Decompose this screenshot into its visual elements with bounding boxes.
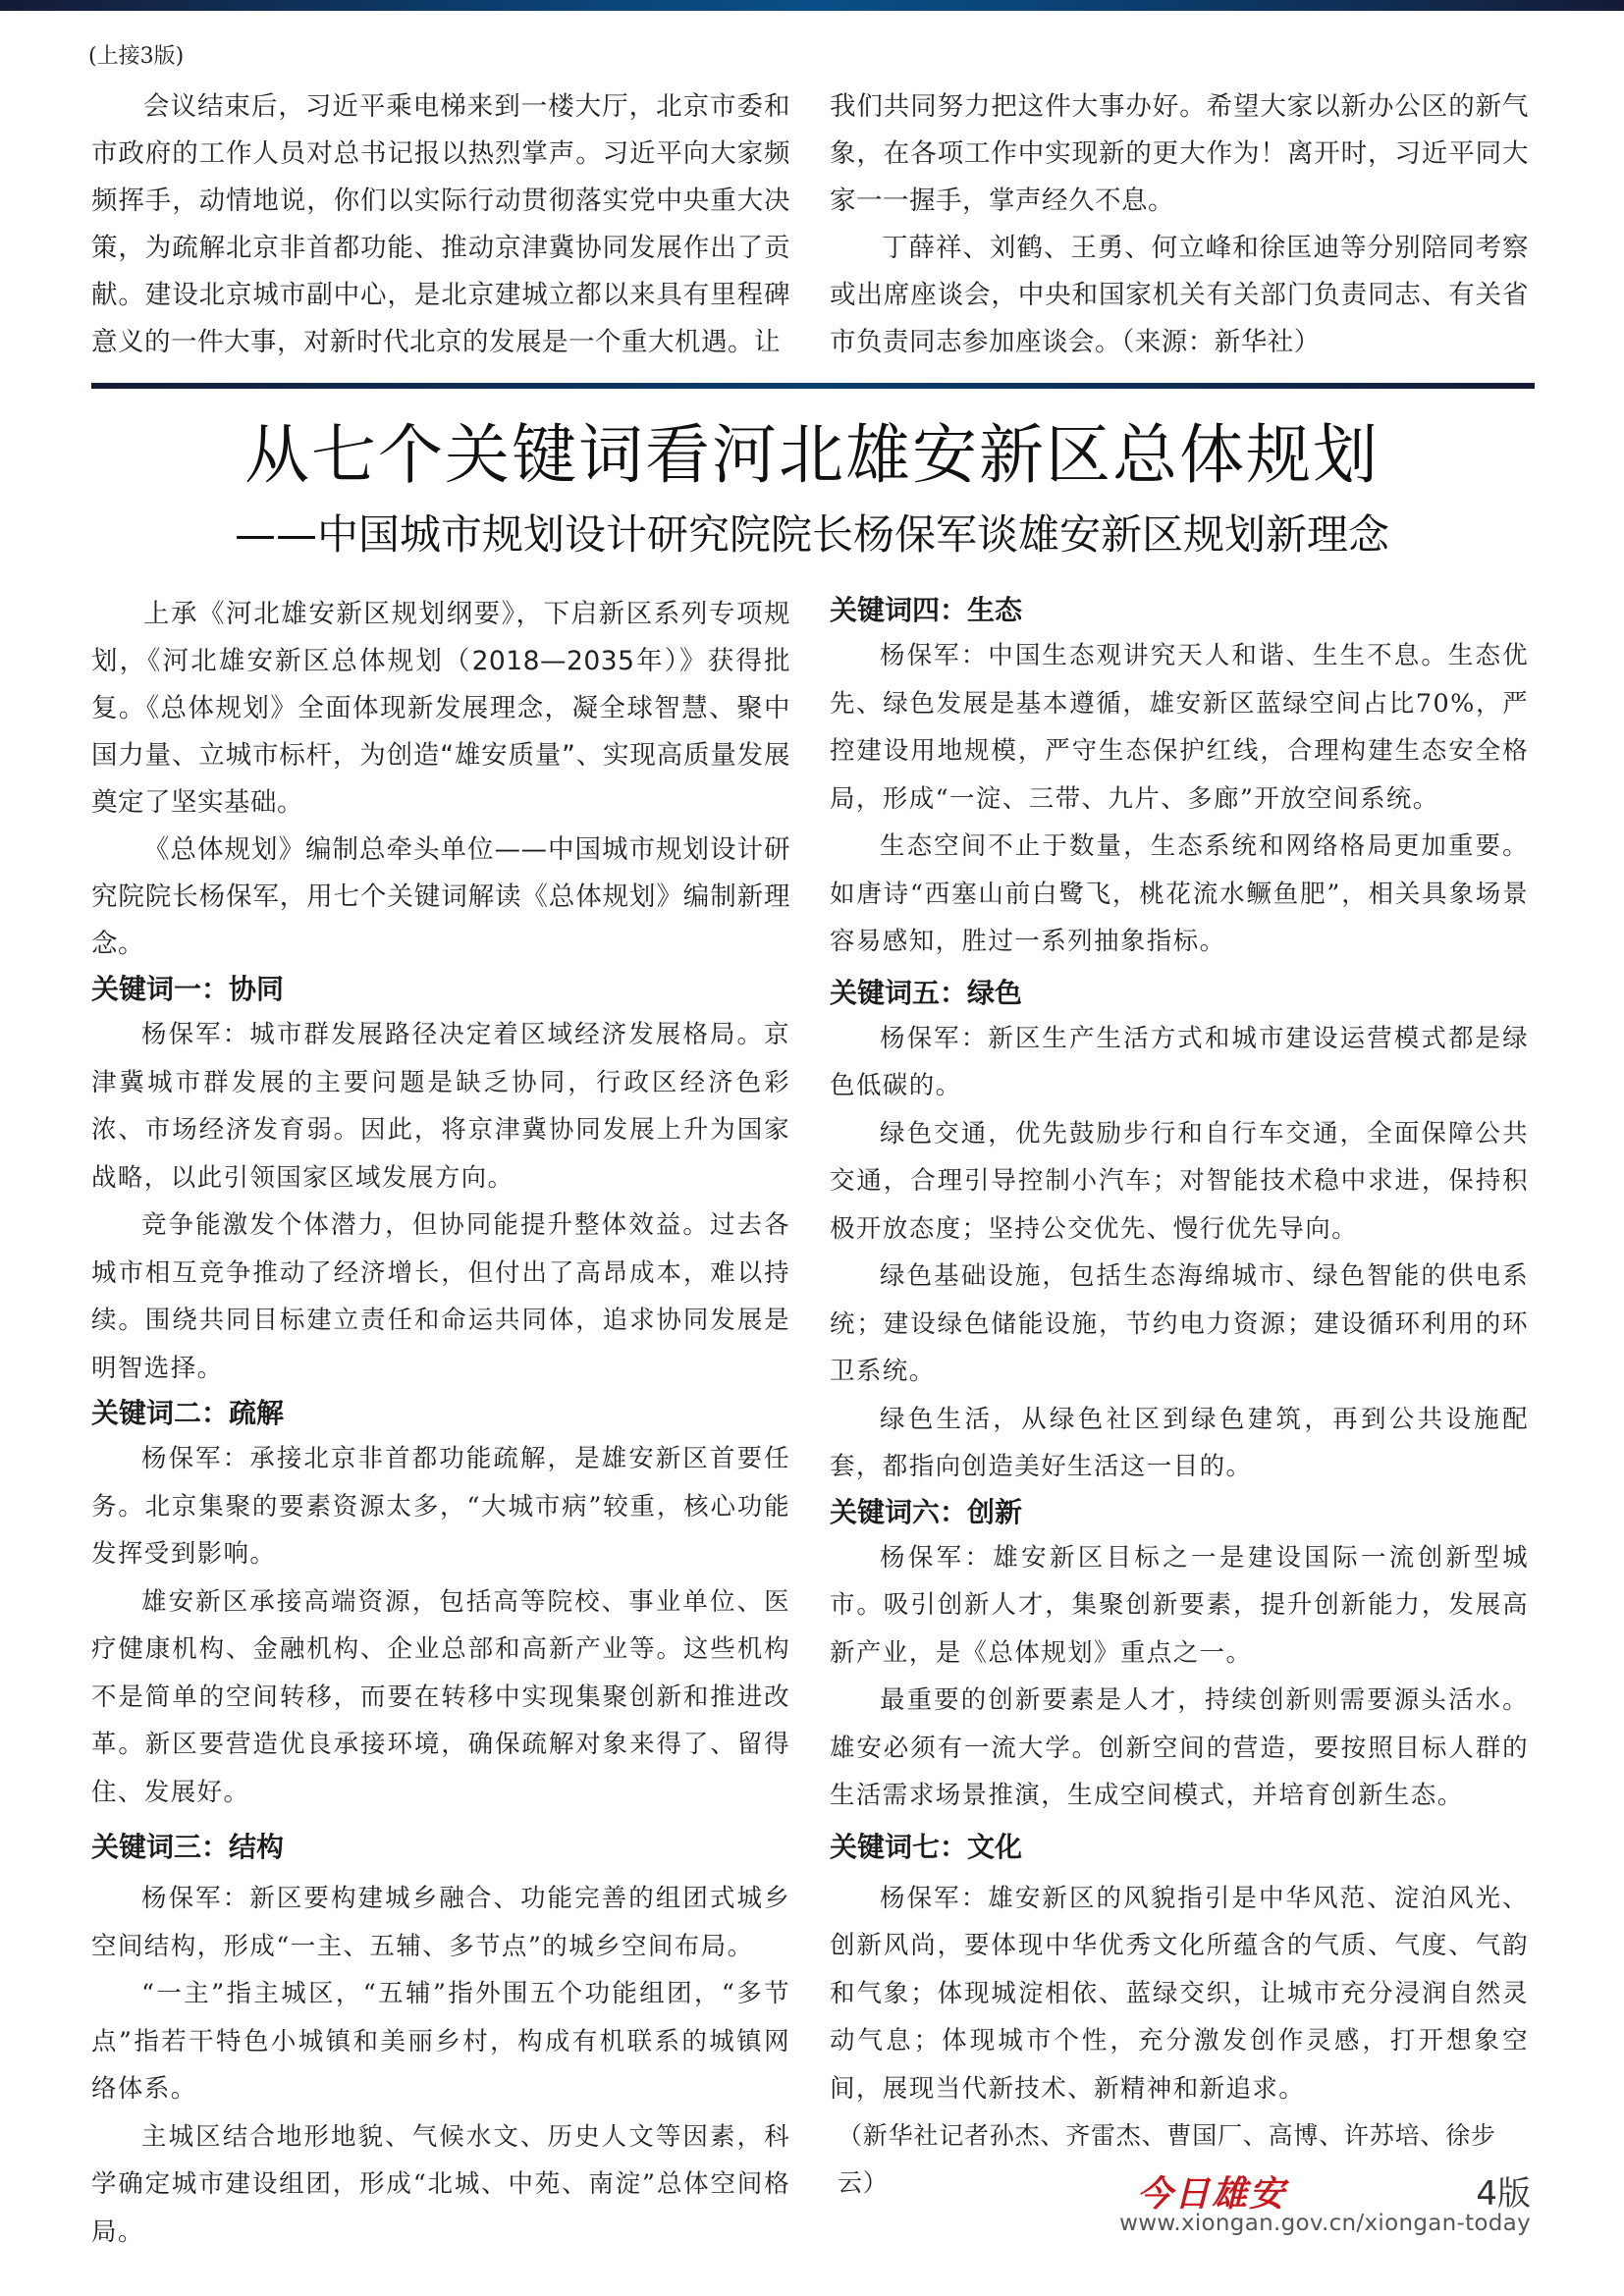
newspaper-logo: 今日雄安 xyxy=(1137,2173,1287,2215)
article-subtitle: ——中国城市规划设计研究院院长杨保军谈雄安新区规划新理念 xyxy=(234,510,1389,559)
keyword-heading: 关键词一：协同 xyxy=(91,973,285,1005)
speaker-label: 杨保军： xyxy=(141,1884,250,1913)
intro-paragraph: 上承《河北雄安新区规划纲要》，下启新区系列专项规划，《河北雄安新区总体规划（2018—2035年）》获得批复。《总体规划》全面体现新发展理念，凝全球智慧、聚中国力量、立城市标杆，为创造“雄安质量”、实现高质量发展奠定了坚实基础。 xyxy=(91,599,790,818)
keyword-paragraph: 杨保军：雄安新区的风貌指引是中华风范、淀泊风光、创新风尚，要体现中华优秀文化所蕴含的气质、气度、气韵和气象；体现城淀相依、蓝绿交织，让城市充分浸润自然灵动气息；体现城市个性，充分激发创作灵感，打开想象空间，展现当代新技术、新精神和新追求。 xyxy=(830,1883,1529,2104)
keyword-section-4 xyxy=(830,589,1529,966)
speaker-label: 杨保军： xyxy=(880,1542,994,1573)
page-number: 4版 xyxy=(1476,2174,1531,2214)
continuation-label: (上接3版) xyxy=(88,44,185,69)
article-right-column xyxy=(830,589,1529,2207)
keyword-paragraph: 绿色生活，从绿色社区到绿色建筑，再到公共设施配套，都指向创造美好生活这一目的。 xyxy=(830,1404,1529,1481)
keyword-paragraph: 绿色基础设施，包括生态海绵城市、绿色智能的供电系统；建设绿色储能设施，节约电力资源；建设循环利用的环卫系统。 xyxy=(830,1261,1529,1386)
keyword-paragraph: 竞争能激发个体潜力，但协同能提升整体效益。过去各城市相互竞争推动了经济增长，但付出了高昂成本，难以持续。围绕共同目标建立责任和命运共同体，追求协同发展是明智选择。 xyxy=(91,1210,790,1383)
keyword-paragraph: 生态空间不止于数量，生态系统和网络格局更加重要。如唐诗“西塞山前白鹭飞，桃花流水鳜鱼肥”，相关具象场景容易感知，胜过一系列抽象指标。 xyxy=(830,831,1529,956)
keyword-heading: 关键词七：文化 xyxy=(830,1830,1023,1863)
speaker-label: 杨保军： xyxy=(141,1020,250,1049)
keyword-heading: 关键词二：疏解 xyxy=(91,1397,285,1429)
keyword-paragraph: “一主”指主城区，“五辅”指外围五个功能组团，“多节点”指若干特色小城镇和美丽乡村，构成有机联系的城镇网络体系。 xyxy=(91,1979,790,2104)
header-gradient-bar xyxy=(0,0,1624,11)
keyword-section-7 xyxy=(830,1826,1529,2113)
keyword-section-2 xyxy=(91,1392,790,1816)
keyword-paragraph: 杨保军：新区要构建城乡融合、功能完善的组团式城乡空间结构，形成“一主、五辅、多节点”的城乡空间布局。 xyxy=(91,1884,790,1961)
top-article-left-column xyxy=(91,83,790,366)
keyword-paragraph: 雄安新区承接高端资源，包括高等院校、事业单位、医疗健康机构、金融机构、企业总部和高新产业等。这些机构不是简单的空间转移，而要在转移中实现集聚创新和推进改革。新区要营造优良承接环境，确保疏解对象来得了、留得住、发展好。 xyxy=(91,1586,790,1807)
speaker-label: 杨保军： xyxy=(880,1883,989,1913)
speaker-label: 杨保军： xyxy=(880,1023,989,1053)
keyword-paragraph: 杨保军：新区生产生活方式和城市建设运营模式都是绿色低碳的。 xyxy=(830,1023,1529,1100)
article-title: 从七个关键词看河北雄安新区总体规划 xyxy=(244,417,1380,493)
keyword-heading: 关键词四：生态 xyxy=(830,594,1023,626)
speaker-label: 杨保军： xyxy=(141,1444,250,1473)
keyword-paragraph: 主城区结合地形地貌、气候水文、历史人文等因素，科学确定城市建设组团，形成“北城、中苑、南淀”总体空间格局。 xyxy=(91,2121,790,2247)
keyword-heading: 关键词六：创新 xyxy=(830,1495,1023,1528)
keyword-paragraph: 杨保军：承接北京非首都功能疏解，是雄安新区首要任务。北京集聚的要素资源太多，“大城市病”较重，核心功能发挥受到影响。 xyxy=(91,1444,790,1569)
top-article-paragraph: 我们共同努力把这件大事办好。希望大家以新办公区的新气象，在各项工作中实现新的更大作为！离开时，习近平同大家一一握手，掌声经久不息。 xyxy=(830,91,1529,216)
top-article-paragraph: 丁薛祥、刘鹤、王勇、何立峰和徐匡迪等分别陪同考察或出席座谈会，中央和国家机关有关部门负责同志、有关省市负责同志参加座谈会。（来源：新华社） xyxy=(830,233,1529,357)
keyword-paragraph: 杨保军：雄安新区目标之一是建设国际一流创新型城市。吸引创新人才，集聚创新要素，提升创新能力，发展高新产业，是《总体规划》重点之一。 xyxy=(830,1542,1529,1668)
keyword-paragraph: 杨保军：城市群发展路径决定着区域经济发展格局。京津冀城市群发展的主要问题是缺乏协同，行政区经济色彩浓、市场经济发育弱。因此，将京津冀协同发展上升为国家战略，以此引领国家区域发展方向。 xyxy=(91,1020,790,1193)
top-article-right-column xyxy=(830,83,1529,366)
article-left-column xyxy=(91,591,790,2256)
keyword-heading: 关键词五：绿色 xyxy=(830,976,1023,1009)
keyword-section-3 xyxy=(91,1826,790,2256)
speaker-label: 杨保军： xyxy=(880,641,989,670)
keyword-paragraph: 杨保军：中国生态观讲究天人和谐、生生不息。生态优先、绿色发展是基本遵循，雄安新区蓝绿空间占比70%，严控建设用地规模，严守生态保护红线，合理构建生态安全格局，形成“一淀、三带、九片、多廊”开放空间系统。 xyxy=(830,641,1529,814)
intro-paragraph: 《总体规划》编制总牵头单位——中国城市规划设计研究院院长杨保军，用七个关键词解读《总体规划》编制新理念。 xyxy=(91,834,790,959)
keyword-heading: 关键词三：结构 xyxy=(91,1831,285,1863)
keyword-section-5 xyxy=(830,972,1529,1491)
top-article-paragraph: 会议结束后，习近平乘电梯来到一楼大厅，北京市委和市政府的工作人员对总书记报以热烈掌声。习近平向大家频频挥手，动情地说，你们以实际行动贯彻落实党中央重大决策，为疏解北京非首都功能、推动京津冀协同发展作出了贡献。建设北京城市副中心，是北京建城立都以来具有里程碑意义的一件大事，对新时代北京的发展是一个重大机遇。让 xyxy=(91,91,790,357)
keyword-paragraph: 最重要的创新要素是人才，持续创新则需要源头活水。雄安必须有一流大学。创新空间的营造，要按照目标人群的生活需求场景推演，生成空间模式，并培育创新生态。 xyxy=(830,1685,1529,1810)
website-url[interactable]: www.xiongan.gov.cn/xiongan-today xyxy=(1119,2211,1531,2236)
keyword-section-6 xyxy=(830,1491,1529,1820)
keyword-section-1 xyxy=(91,968,790,1392)
section-divider xyxy=(91,383,1535,389)
keyword-paragraph: 绿色交通，优先鼓励步行和自行车交通，全面保障公共交通，合理引导控制小汽车；对智能技术稳中求进，保持积极开放态度；坚持公交优先、慢行优先导向。 xyxy=(830,1118,1529,1244)
reporter-credit: （新华社记者孙杰、齐雷杰、曹国厂、高博、许苏培、徐步云） xyxy=(838,2121,1496,2197)
